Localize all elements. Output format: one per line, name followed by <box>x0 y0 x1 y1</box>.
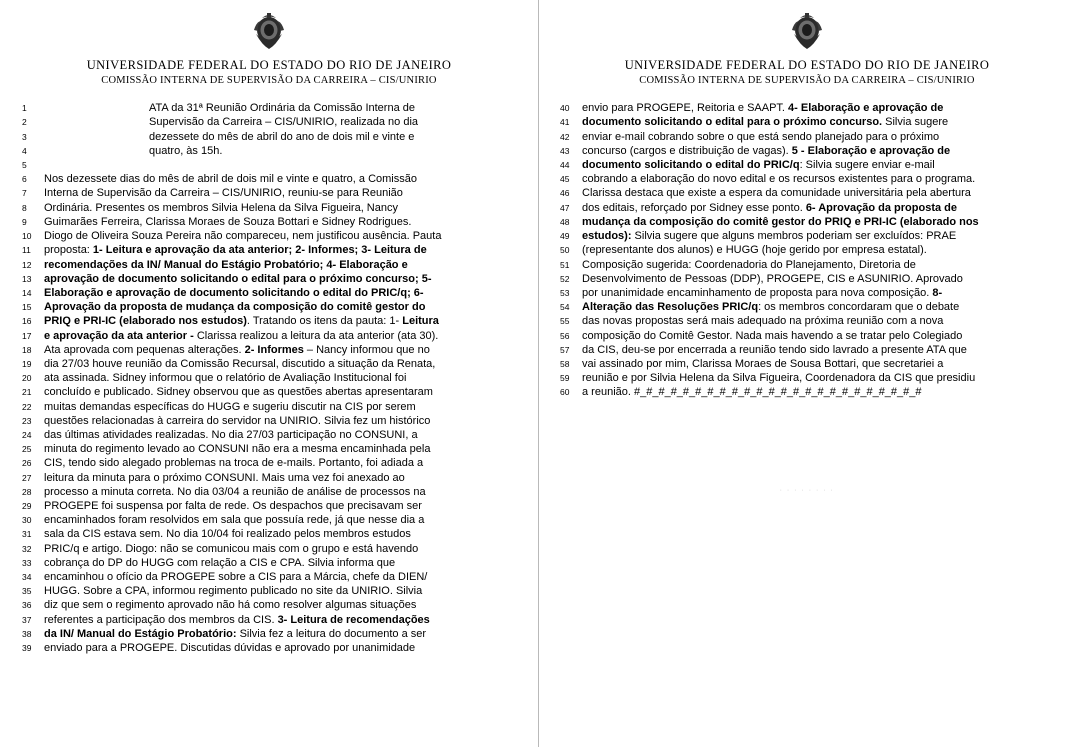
line-text: PRIQ e PRI-IC (elaborado nos estudos). Tratando os itens da pauta: 1- Leitura <box>44 315 439 328</box>
line-text: PROGEPE foi suspensa por falta de rede. Os despachos que precisavam ser <box>44 499 422 512</box>
line-number: 48 <box>560 216 570 227</box>
line-text: Supervisão da Carreira – CIS/UNIRIO, realizada no dia <box>149 116 419 129</box>
line-text: composição do Comitê Gestor. Nada mais havendo a se tratar pelo Colegiado <box>582 329 963 342</box>
line-number: 44 <box>560 160 570 171</box>
line-number: 7 <box>22 188 27 199</box>
line-number: 32 <box>22 543 32 554</box>
minutes-line <box>22 442 516 456</box>
line-number: 43 <box>560 145 570 156</box>
line-number: 28 <box>22 486 32 497</box>
line-text: diz que sem o regimento aprovado não há como resolver algumas situações <box>44 599 417 612</box>
minutes-line <box>22 115 516 129</box>
line-text: enviar e-mail cobrando sobre o que está sendo planejado para o próximo <box>582 130 940 143</box>
line-number: 13 <box>22 273 32 284</box>
minutes-line <box>22 542 516 556</box>
line-text: ATA da 31ª Reunião Ordinária da Comissão Interna de <box>149 102 415 115</box>
line-number: 6 <box>22 174 27 185</box>
line-text: referentes a participação dos membros da CIS. 3- Leitura de recomendações <box>44 613 430 626</box>
line-text: Interna de Supervisão da Carreira – CIS/UNIRIO, reuniu-se para Reunião <box>44 187 403 200</box>
minutes-line <box>22 229 516 243</box>
minutes-line <box>560 357 1054 371</box>
line-text: das novas propostas será mais adequado na próxima reunião com a nova <box>582 315 944 328</box>
minutes-line <box>560 101 1054 115</box>
minutes-line <box>22 272 516 286</box>
line-text: Desenvolvimento de Pessoas (DDP), PROGEPE, CIS e ASUNIRIO. Aprovado <box>582 272 963 285</box>
commission-subtitle: COMISSÃO INTERNA DE SUPERVISÃO DA CARREIRA – CIS/UNIRIO <box>101 74 437 86</box>
line-text: CIS, tendo sido alegado problemas na troca de e-mails. Portanto, foi adiada a <box>44 457 424 470</box>
line-text: Ata aprovada com pequenas alterações. 2- Informes – Nancy informou que no <box>44 343 430 356</box>
line-number: 10 <box>22 231 32 242</box>
line-number: 34 <box>22 571 32 582</box>
minutes-line <box>22 456 516 470</box>
line-number: 4 <box>22 145 27 156</box>
line-number: 52 <box>560 273 570 284</box>
minutes-line <box>560 272 1054 286</box>
line-text: aprovação de documento solicitando o edital para o próximo concurso; 5- <box>44 272 432 285</box>
minutes-line <box>560 186 1054 200</box>
minutes-line <box>22 172 516 186</box>
line-text: PRIC/q e artigo. Diogo: não se comunicou mais com o grupo e está havendo <box>44 542 419 555</box>
minutes-line <box>22 499 516 513</box>
minutes-line <box>22 357 516 371</box>
line-text: enviado para a PROGEPE. Discutidas dúvidas e aprovado por unanimidade <box>44 641 416 654</box>
commission-subtitle: COMISSÃO INTERNA DE SUPERVISÃO DA CARREIRA – CIS/UNIRIO <box>639 74 975 86</box>
line-text: e aprovação da ata anterior - Clarissa realizou a leitura da ata anterior (ata 30). <box>44 329 439 342</box>
document-header-right <box>560 10 1054 87</box>
line-text: dezessete do mês de abril do ano de dois mil e vinte e <box>149 130 415 143</box>
minutes-line <box>560 343 1054 357</box>
page-watermark: · · · · · · · · <box>779 486 835 494</box>
minutes-line <box>22 428 516 442</box>
line-number: 31 <box>22 529 32 540</box>
minutes-line <box>22 144 516 158</box>
line-number: 56 <box>560 330 570 341</box>
line-number: 53 <box>560 287 570 298</box>
minutes-line <box>22 556 516 570</box>
line-text: Elaboração e aprovação de documento solicitando o edital do PRIC/q; 6- <box>44 286 424 299</box>
minutes-line <box>560 385 1054 399</box>
line-number: 58 <box>560 358 570 369</box>
line-number: 42 <box>560 131 570 142</box>
page-left <box>0 0 538 747</box>
line-text: dos editais, reforçado por Sidney esse ponto. 6- Aprovação da proposta de <box>582 201 957 214</box>
line-number: 9 <box>22 216 27 227</box>
minutes-line <box>560 300 1054 314</box>
minutes-line <box>22 627 516 641</box>
minutes-line <box>22 329 516 343</box>
line-number: 30 <box>22 515 32 526</box>
line-text: recomendações da IN/ Manual do Estágio Probatório; 4- Elaboração e <box>44 258 408 271</box>
line-number: 49 <box>560 231 570 242</box>
line-text: cobrando a elaboração do novo edital e os recursos existentes para o programa. <box>582 173 976 186</box>
line-text: da IN/ Manual do Estágio Probatório: Silvia fez a leitura do documento a ser <box>44 627 427 640</box>
line-text: vai assinado por mim, Clarissa Moraes de Sousa Bottari, que secretariei a <box>582 357 944 370</box>
line-number: 27 <box>22 472 32 483</box>
minutes-line <box>560 215 1054 229</box>
line-number: 21 <box>22 387 32 398</box>
line-text: ata assinada. Sidney informou que o relatório de Avaliação Institucional foi <box>44 372 407 385</box>
line-number: 23 <box>22 415 32 426</box>
document-header-left <box>22 10 516 87</box>
minutes-line <box>22 243 516 257</box>
line-text: sala da CIS estava sem. No dia 10/04 foi realizado pelos membros estudos <box>44 528 411 541</box>
line-text: Guimarães Ferreira, Clarissa Moraes de Souza Bottari e Sidney Rodrigues. <box>44 215 412 228</box>
minutes-line <box>560 158 1054 172</box>
line-number: 22 <box>22 401 32 412</box>
minutes-line <box>22 471 516 485</box>
line-text: questões relacionadas à carreira do servidor na UNIRIO. Silvia fez um histórico <box>44 414 431 427</box>
minutes-line <box>22 186 516 200</box>
line-text: Alteração das Resoluções PRIC/q: os membros concordaram que o debate <box>582 301 960 314</box>
line-number: 54 <box>560 302 570 313</box>
minutes-line <box>22 130 516 144</box>
line-number: 33 <box>22 557 32 568</box>
line-text: reunião e por Silvia Helena da Silva Figueira, Coordenadora da CIS que presidiu <box>582 372 976 385</box>
minutes-line <box>560 329 1054 343</box>
line-text: documento solicitando o edital para o próximo concurso. Silvia sugere <box>582 116 949 129</box>
line-number: 15 <box>22 302 32 313</box>
line-text: cobrança do DP do HUGG com relação a CIS e CPA. Silvia informa que <box>44 556 396 569</box>
line-text: muitas demandas específicas do HUGG e sugeriu discutir na CIS por serem <box>44 400 416 413</box>
line-number: 35 <box>22 586 32 597</box>
line-number: 37 <box>22 614 32 625</box>
minutes-line <box>22 527 516 541</box>
minutes-body-left <box>22 101 516 655</box>
page-right <box>538 0 1076 747</box>
line-number: 3 <box>22 131 27 142</box>
line-number: 36 <box>22 600 32 611</box>
line-number: 8 <box>22 202 27 213</box>
line-text: por unanimidade encaminhamento de proposta para nova composição. 8- <box>582 286 943 299</box>
line-text: quatro, às 15h. <box>149 144 223 157</box>
line-text: concurso (cargos e distribuição de vagas). 5 - Elaboração e aprovação de <box>582 144 951 157</box>
line-number: 38 <box>22 628 32 639</box>
minutes-line <box>22 258 516 272</box>
line-number: 1 <box>22 103 27 114</box>
line-number: 25 <box>22 444 32 455</box>
minutes-line <box>22 584 516 598</box>
minutes-line <box>560 130 1054 144</box>
line-text: documento solicitando o edital do PRIC/q: Silvia sugere enviar e-mail <box>582 159 935 172</box>
line-number: 26 <box>22 458 32 469</box>
line-text: Diogo de Oliveira Souza Pereira não compareceu, nem justificou ausência. Pauta <box>44 230 442 243</box>
minutes-line <box>560 115 1054 129</box>
line-text: envio para PROGEPE, Reitoria e SAAPT. 4- Elaboração e aprovação de <box>582 102 944 115</box>
line-number: 20 <box>22 373 32 384</box>
minutes-line <box>560 243 1054 257</box>
line-text: encaminhados foram resolvidos em sala que possuía rede, já que nesse dia a <box>44 514 425 527</box>
line-text: (representante dos alunos) e HUGG (hoje gerido por empresa estatal). <box>582 244 927 257</box>
minutes-line <box>22 201 516 215</box>
line-number: 41 <box>560 117 570 128</box>
minutes-line <box>560 314 1054 328</box>
line-number: 59 <box>560 373 570 384</box>
line-number: 19 <box>22 358 32 369</box>
unirio-crest-icon <box>786 10 828 54</box>
line-text: dia 27/03 houve reunião da Comissão Recursal, discutido a situação da Renata, <box>44 357 436 370</box>
minutes-line <box>22 598 516 612</box>
minutes-line <box>22 613 516 627</box>
minutes-line <box>560 144 1054 158</box>
minutes-line <box>560 371 1054 385</box>
line-text: mudança da composição do comitê gestor do PRIQ e PRI-IC (elaborado nos <box>582 215 979 228</box>
line-number: 47 <box>560 202 570 213</box>
minutes-line <box>22 158 516 172</box>
line-number: 18 <box>22 344 32 355</box>
line-number: 5 <box>22 160 27 171</box>
line-number: 24 <box>22 429 32 440</box>
line-number: 16 <box>22 316 32 327</box>
minutes-line <box>22 343 516 357</box>
minutes-line <box>22 400 516 414</box>
minutes-line <box>560 201 1054 215</box>
line-text: encaminhou o ofício da PROGEPE sobre a CIS para a Márcia, chefe da DIEN/ <box>44 570 428 583</box>
line-text: Clarissa destaca que existe a espera da comunidade universitária pela abertura <box>582 187 971 200</box>
line-text: proposta: 1- Leitura e aprovação da ata anterior; 2- Informes; 3- Leitura de <box>44 244 427 257</box>
line-text: Ordinária. Presentes os membros Silvia Helena da Silva Figueira, Nancy <box>44 201 398 214</box>
minutes-line <box>22 314 516 328</box>
minutes-line <box>560 172 1054 186</box>
line-number: 57 <box>560 344 570 355</box>
line-number: 14 <box>22 287 32 298</box>
minutes-line <box>22 215 516 229</box>
line-number: 17 <box>22 330 32 341</box>
line-number: 2 <box>22 117 27 128</box>
line-text: das últimas atividades realizadas. No dia 27/03 participação no CONSUNI, a <box>44 428 418 441</box>
minutes-line <box>22 371 516 385</box>
minutes-line <box>560 229 1054 243</box>
line-text: da CIS, deu-se por encerrada a reunião tendo sido lavrado a presente ATA que <box>582 343 967 356</box>
minutes-line <box>22 101 516 115</box>
line-text: Composição sugerida: Coordenadoria do Planejamento, Diretoria de <box>582 258 916 271</box>
line-number: 60 <box>560 387 570 398</box>
line-number: 11 <box>22 245 31 256</box>
line-number: 45 <box>560 174 570 185</box>
line-text: concluído e publicado. Sidney observou que as questões abertas apresentaram <box>44 386 433 399</box>
line-number: 51 <box>560 259 570 270</box>
institution-title: UNIVERSIDADE FEDERAL DO ESTADO DO RIO DE JANEIRO <box>624 58 990 72</box>
minutes-line <box>22 414 516 428</box>
line-number: 50 <box>560 245 570 256</box>
line-text: HUGG. Sobre a CPA, informou regimento publicado no site da UNIRIO. Silvia <box>44 585 423 598</box>
minutes-line <box>560 286 1054 300</box>
line-number: 12 <box>22 259 32 270</box>
line-number: 29 <box>22 500 32 511</box>
minutes-line <box>22 513 516 527</box>
line-text: processo a minuta correta. No dia 03/04 a reunião de análise de processos na <box>44 485 426 498</box>
minutes-line <box>22 570 516 584</box>
line-number: 46 <box>560 188 570 199</box>
minutes-line <box>22 286 516 300</box>
line-number: 55 <box>560 316 570 327</box>
minutes-line <box>560 258 1054 272</box>
line-text: estudos): Silvia sugere que alguns membros poderiam ser excluídos: PRAE <box>582 230 957 243</box>
minutes-body-right <box>560 101 1054 399</box>
line-text: Nos dezessete dias do mês de abril de dois mil e vinte e quatro, a Comissão <box>44 173 417 186</box>
minutes-line <box>22 300 516 314</box>
minutes-line <box>22 485 516 499</box>
unirio-crest-icon <box>248 10 290 54</box>
minutes-line <box>22 641 516 655</box>
line-text: Aprovação da proposta de mudança da composição do comitê gestor do <box>44 301 426 314</box>
line-text: leitura da minuta para o próximo CONSUNI. Mais uma vez foi anexado ao <box>44 471 405 484</box>
institution-title: UNIVERSIDADE FEDERAL DO ESTADO DO RIO DE JANEIRO <box>86 58 452 72</box>
line-number: 39 <box>22 642 32 653</box>
minutes-line <box>22 385 516 399</box>
line-text: a reunião. #_#_#_#_#_#_#_#_#_#_#_#_#_#_#_#_#_#_#_#_#_#_#_# <box>582 386 922 399</box>
line-number: 40 <box>560 103 570 114</box>
line-text: minuta do regimento levado ao CONSUNI não era a mesma encaminhada pela <box>44 443 431 456</box>
